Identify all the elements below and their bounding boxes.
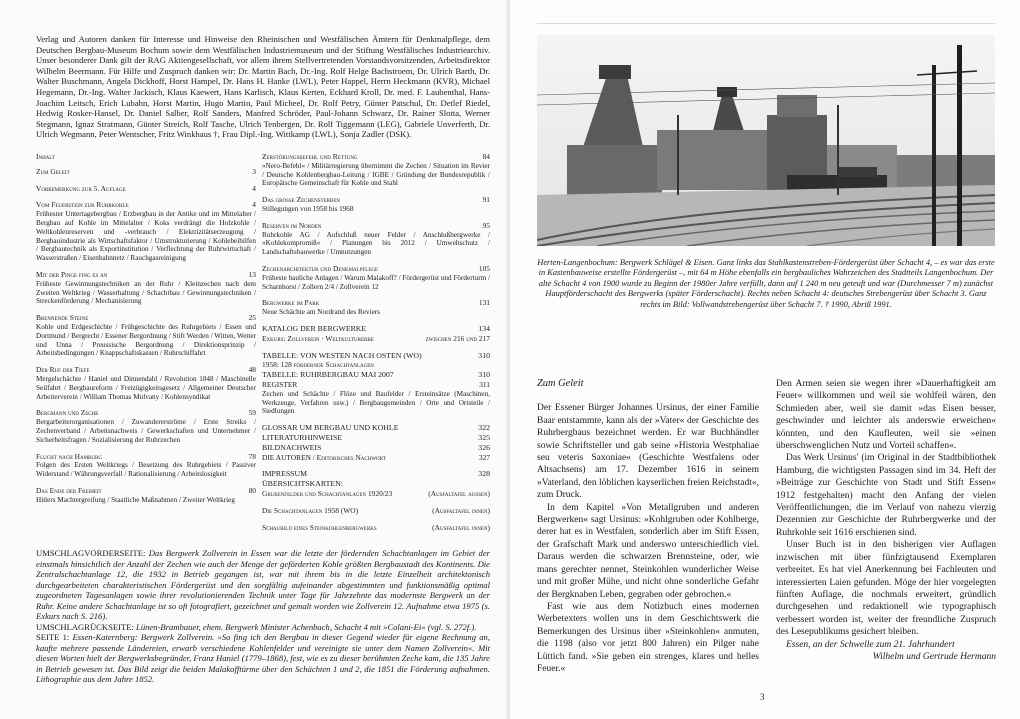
toc-entry-page: 310 <box>478 350 490 360</box>
toc-entry-title: Schaubild eines Steinkohlenbergwerks <box>262 522 377 532</box>
toc-entry <box>36 185 256 194</box>
toc-entry <box>36 314 256 358</box>
toc-entry-header <box>262 371 490 380</box>
cover-note-label: SEITE 1: <box>36 632 70 642</box>
toc-entry-page: 13 <box>248 269 256 279</box>
toc-entry <box>36 168 256 177</box>
toc-entry-description: Mergelschächte / Haniel und Dinnendahl / Revolution 1848 / Maschinelle Seilfahrt / Bergbaureform / Freizügigkeitsgesetz / Allgemeiner Deutscher Arbeiterverein / William Thomas Mulvany / Kohlensyndikat <box>36 374 256 401</box>
colliery-photo <box>537 35 995 246</box>
toc-entry-page: 105 <box>478 263 490 273</box>
toc-entry-header <box>262 480 490 489</box>
toc-entry-header <box>36 153 256 162</box>
toc-entry <box>262 434 490 443</box>
photo-caption: Herten-Langenbochum: Bergwerk Schlägel & Eisen. Ganz links das Stahlkastenstreben-Fördergerüst über Schacht 4, – es war das erste in Kastenbauweise erstellte Fördergerüst –, mit 64 m Höhe ebenfalls ein bergbauliches Wahrzeichen des Stadtteils Langenbochum. Der alte Schacht 4 von 1900 wurde zu Beginn der 1980er Jahre verfüllt, dann auf 1 240 m neu geteuft und war (Durchmesser 7 m) zunächst Hauptförderschacht des Bergwerks (später Förderschacht). Rechts neben Schacht 4: deutsches Strebengerüst über Schacht 3. Ganz rechts im Bild: Vollwandstrebengerüst über Schacht 7. † 1990, Abriß 1991. <box>537 258 995 309</box>
cover-note-text: Lünen-Brambauer, ehem. Bergwerk Minister Achenbach, Schacht 4 mit »Colani-Ei« (vgl. S. 272f.). <box>136 621 477 632</box>
toc-entry-header <box>262 352 490 361</box>
cover-note-text: Essen-Katernberg: Bergwerk Zollverein. »So fing ich den Bergbau in dieser Gegend wieder für eigene Rechnung an, kaufte mehrere passende Ländereien, erwarb verschiedene Kohlenfelder und vereinigte sie unter dem Namen Zollverein«. Mit diesen Worten hielt der Bergwerksbegründer, Franz Haniel (1779–1868), fest, wie es zu dieser berühmten Zeche kam, die 135 Jahre in Betrieb gewesen ist. Das Bild zeigt die beiden Malakofftürme über den Schächten 1 und 2, die 1851 die Förderung aufnahmen. Lithographie aus dem Jahre 1852. <box>36 632 490 684</box>
toc-entry <box>262 196 490 214</box>
toc-entry-title: Grubenfelder und Schachtanlagen 1920/23 <box>262 488 393 498</box>
toc-entry-page: 327 <box>478 452 490 462</box>
toc-entry-title: Flucht nach Hamburg <box>36 451 102 461</box>
toc-entry <box>262 325 490 334</box>
toc-entry-page: (Ausfaltafel innen) <box>432 522 490 532</box>
closing-line: Essen, an der Schwelle zum 21. Jahrhundert <box>786 639 955 650</box>
toc-entry <box>262 470 490 479</box>
toc-entry-title: 1958: 128 fördernde Schachtanlagen <box>262 360 374 370</box>
toc-entry-title: Brennende Steine <box>36 313 89 323</box>
cover-note <box>36 548 490 622</box>
toc-entry-page: 91 <box>482 195 490 205</box>
toc-entry-title: ÜBERSICHTSKARTEN: <box>262 479 343 489</box>
toc-entry-header <box>36 271 256 280</box>
toc-entry-page: 4 <box>252 183 256 193</box>
toc-entry-title: Das grosse Zechensterben <box>262 195 341 205</box>
toc-entry-header <box>36 201 256 210</box>
toc-entry <box>262 490 490 499</box>
toc-entry-page: 78 <box>248 451 256 461</box>
toc-entry-title: Inhalt <box>36 152 55 161</box>
page-number: 3 <box>760 692 765 702</box>
toc-entry-description: Ruhrkohle AG / Aufschluß neuer Felder / Anschlußbergwerke / »Kohlekompromiß« / Planungen bis 2012 / Umweltschutz / Landschaftsbauwerke / Umnutzungen <box>262 230 490 257</box>
toc-entry-title: Das Ende der Freiheit <box>36 485 102 495</box>
toc-entry-header <box>262 470 490 479</box>
cover-note <box>36 632 490 685</box>
toc-entry-header <box>36 314 256 323</box>
toc-entry <box>262 335 490 344</box>
toc-entry-title: Die Schachtanlagen 1958 (WO) <box>262 505 359 515</box>
toc-entry-header <box>262 153 490 162</box>
toc-entry-title: Mit der Pinge fing es an <box>36 269 108 279</box>
paragraph: In dem Kapitel »Von Metallgruben und anderen Bergwerken« sagt Ursinus: »Kohlgruben oder Kohlberge, derer hat es in Westfalen, sonderlich aber im Stift Essen, der Grafschaft Mark und anderswo unterschiedlich viel. Daraus werden die schwarzen Brennsteine, oder, wie mans gerechter nennet, Steinkohlen wunderlicher Weise und mit großer Mühe, und nicht ohne sonderliche Gefahr der Bergknaben Leben, gegraben oder gebrochen.« <box>537 502 759 600</box>
toc-entry <box>36 409 256 444</box>
toc-entry-description: Bergarbeiterorganisationen / Zuwandererströme / Erste Streiks / Zechenverband / Arbeitsnachweis / Gewerkschaften und Unternehmer / Sicherheitsfragen / Sozialisierung der Ruhrzechen <box>36 418 256 444</box>
toc-entry <box>36 366 256 401</box>
cover-note-label: UMSCHLAGRÜCKSEITE: <box>36 621 134 632</box>
toc-entry-header <box>262 196 490 205</box>
toc-entry-title: TABELLE: VON WESTEN NACH OSTEN (WO) <box>262 350 422 360</box>
toc-entry <box>36 487 256 505</box>
toc-entry <box>262 265 490 291</box>
toc-entry-header <box>262 434 490 443</box>
toc-entry-page: 25 <box>248 313 256 323</box>
toc-entry-description: Früheste Gewinnungstechniken an der Ruhr / Kleinzechen nach dem Zweiten Weltkrieg / Wasserhaltung / Schachtbau / Gewinnungstechniken / Streckenförderung / Mechanisierung <box>36 279 256 306</box>
toc-entry <box>262 424 490 433</box>
toc-entry-title: IMPRESSUM <box>262 469 308 479</box>
paragraph: Unser Buch ist in den bisherigen vier Auflagen inzwischen mit über fünfzigtausend Exemplaren verbreitet. Es hat viel Anerkennung bei Fachleuten und interessierten Laien gefunden. Möge der hier vorgelegten fünften Auflage, die nochmals erweitert, gründlich durchgesehen und redaktionell wie typographisch verbessert worden ist, weiter der freundliche Zuspruch des Lesepublikums gesichert bleiben. <box>776 540 996 638</box>
toc-entry-header <box>262 325 490 334</box>
toc-entry-header <box>36 366 256 375</box>
paragraph: Der Essener Bürger Johannes Ursinus, der einer Familie Baar entstammte, kann als der »Vater« der Geschichte des Ruhrbergbaus bezeichnet werden. Er war Buchhändler sowie Schriftsteller und gab seine »Historia Westphaliae seu veteris Saxoniae« (Geschichte Westfalens oder Altsachsens) am 17. Dezember 1616 in seinem »Vaterland, den löblichen kayserlichen freien Reichstadt«, zum Druck. <box>537 403 759 501</box>
toc-entry-page: 59 <box>248 408 256 418</box>
toc-entry <box>262 222 490 257</box>
toc-entry-page: 80 <box>248 485 256 495</box>
toc-entry-title: Bergmann und Zeche <box>36 408 99 418</box>
toc-entry-page: (Ausfaltafel außen) <box>428 488 490 498</box>
toc-entry-page: 4 <box>252 200 256 210</box>
toc-entry <box>36 153 256 162</box>
toc-entry-description: Kohle und Erdgeschichte / Frühgeschichte des Ruhrgebiets / Essen und Dortmund / Bergrecht / Essener Bergordnung / Stift Werden / Witten, Wetter und Unna / Preussische Bergordnung / Direktionsprinzip / Arbeitsbedingungen / Knappschaftskassen / Ruhrschiffahrt <box>36 322 256 358</box>
toc-entry-title: KATALOG DER BERGWERKE <box>262 323 367 333</box>
toc-entry-title: Zechenarchitektur und Denkmalpflege <box>262 263 379 273</box>
toc-entry-header <box>36 168 256 177</box>
toc-entry-title: BILDNACHWEIS <box>262 442 322 452</box>
header-rule <box>537 23 995 24</box>
toc-entry-page: 310 <box>478 370 490 380</box>
cover-note-label: UMSCHLAGVORDERSEITE: <box>36 548 146 558</box>
cover-notes <box>36 548 490 685</box>
toc-entry-page: 328 <box>478 469 490 479</box>
paragraph: Fast wie aus dem Notizbuch eines modernen Werbetexters wollen uns in dem Geschichtswerk die Bemerkungen des Ursinus über »Steinkohlen« anmuten, die 1198 (also vor jetzt 800 Jahren) ein Pilger nahe Lüttich fand. »Sie geben ein strenges, klares und helles Feuer.« <box>537 601 759 674</box>
toc-entry-description: Neue Schächte am Nordrand des Reviers <box>262 308 380 317</box>
toc-entry-description: Hitlers Machtergreifung / Staatliche Maßnahmen / Zweiter Weltkrieg <box>36 495 235 504</box>
toc-entry <box>262 352 490 361</box>
toc-entry-page: 311 <box>479 379 490 389</box>
toc-entry-title: Bergwerke im Park <box>262 298 320 308</box>
toc-entry-header <box>262 222 490 231</box>
toc-entry-header <box>262 507 490 516</box>
toc-entry-description: Folgen des Ersten Weltkriegs / Besetzung des Ruhrgebiets / Passiver Widerstand / Währungsverfall / Rationalisierung / Arbeitslosigkeit <box>36 461 256 479</box>
toc-entry-title: REGISTER <box>262 379 298 389</box>
toc-entry-page: 325 <box>478 432 490 442</box>
toc-entry-header <box>36 487 256 496</box>
foreword-column-1 <box>537 378 759 675</box>
toc-entry-description: Zechen und Schächte / Flöze und Baufelder / Ersteinsätze (Maschinen, Werkzeuge, Verfahren usw.) / Bergbaugemeinden / Orte und Ortsteile / Siedlungen <box>262 389 490 416</box>
toc-entry-header <box>262 490 490 499</box>
toc-entry <box>262 361 490 370</box>
toc-entry <box>262 507 490 516</box>
toc-entry-title: Zerstörungsbefehl und Rettung <box>262 152 358 161</box>
toc-entry-description: Früheste bauliche Anlagen / Warum Malakoff? / Fördergerüst und Förderturm / Scharnhorst / Zollern 2/4 / Zollverein 12 <box>262 273 490 291</box>
toc-entry-title: Zum Geleit <box>36 166 70 176</box>
signature: Wilhelm und Gertrude Hermann <box>872 651 996 662</box>
toc-entry <box>36 201 256 263</box>
toc-entry-header <box>262 424 490 433</box>
toc-entry-description: Stillegungen von 1958 bis 1968 <box>262 204 354 213</box>
toc-entry-page: 3 <box>252 166 256 176</box>
toc-entry-title: GLOSSAR UM BERGBAU UND KOHLE <box>262 423 399 433</box>
toc-entry-page: 95 <box>482 220 490 230</box>
toc-entry <box>262 480 490 489</box>
toc-entry <box>36 453 256 479</box>
acknowledgements: Verlag und Autoren danken für Interesse und Hinweise den Rheinischen und Westfälischen Ämtern für Denkmalpflege, dem Deutschen Bergbau-Museum Bochum sowie dem Westfälischen Industriemuseum und der Stiftung Westfälisches Industriearchiv. Unser besonderer Dank gilt der RAG Aktiengesellschaft, vor allem ihrem Stellvertretenden Vorstandsvorsitzenden, Arbeitsdirektor Wilhelm Beermann. Für Hilfe und Zuspruch danken wir: Dr. Martin Bach, Dr.-Ing. Rolf Helge Bachstroem, Dr. Ulrich Barth, Dr. Walter Buschmann, Angela Dickhoff, Horst Hampel, Dr. Hans H. Hanke (LWL), Peter Happel, Herrn Heckmann (KVR), Michael Hegemann, Dr.-Ing. Walter Jackisch, Klaus Kaewert, Hans Karlisch, Klaus Kerten, Eckhard Kroll, Dr. med. F. Laubenthal, Hans-Joachim Leitsch, Erich Lubahn, Horst Martin, Hugo Martin, Paul Micheel, Dr. Rolf Petry, Günter Patschul, Dr. Detlef Riedel, Hedwig Rosker-Hansel, Dr. Daniel Salber, Rolf Sanders, Manfred Schröder, Paul-Johann Schwarz, Dr. Rainer Slotta, Werner Stegmann, Ignaz Stratmann, Günter Streich, Rolf Tasche, Ulrich Tenbergen, Dr. Rolf Tiggemann (LEG), Gabriele Unverferth, Dr. Ulrich Wegmann, Peter Wentscher, Fritz Winkhaus †, Frau Dipl.-Ing. Wittkamp (LWL), Sonja Zadler (DSK). <box>36 34 490 140</box>
toc-entry-header <box>262 454 490 463</box>
cover-note <box>36 622 490 633</box>
toc-entry <box>36 271 256 306</box>
toc-entry-title: DIE AUTOREN / Editorisches Nachwort <box>262 452 386 462</box>
toc-entry-page: 131 <box>478 298 490 308</box>
toc-entry-page: 84 <box>482 152 490 161</box>
toc-entry-description: »Nero-Befehl« / Militärregierung übernimmt die Zechen / Situation im Revier / Deutsche Kohlenbergbau-Leitung / IGBE / Gründung der Bundesrepublik / Europäische Gemeinschaft für Kohle und Stahl <box>262 161 490 188</box>
toc-entry-page: 134 <box>478 323 490 333</box>
toc-entry <box>262 371 490 380</box>
paragraph: Das Werk Ursinus' (im Original in der Stadtbibliothek Hamburg, die wichtigsten Passagen sind im 34. Heft der »Beiträge zur Geschichte von Stadt und Stift Essen« 1912 festgehalten) macht den Anfang der vielen Veröffentlichungen, die im Verlauf von nahezu vierzig Dezennien zur Geschichte der Ruhrbergwerke und der Ruhrkohle seit 1616 erschienen sind. <box>776 453 996 538</box>
toc-entry-header <box>262 381 490 390</box>
toc-entry-page: 322 <box>478 423 490 433</box>
toc-entry-header <box>262 265 490 274</box>
toc-entry-header <box>262 524 490 533</box>
toc-entry-header <box>262 299 490 308</box>
toc-entry-page: 326 <box>478 442 490 452</box>
toc-entry <box>262 454 490 463</box>
toc-entry-page: (Ausfaltafel innen) <box>432 505 490 515</box>
foreword-heading: Zum Geleit <box>537 378 584 389</box>
toc-right-column <box>262 153 490 540</box>
cover-note-text: Das Bergwerk Zollverein in Essen war die letzte der fördernden Schachtanlagen im Gebiet der einstmals hinsichtlich der Anzahl der Zechen wie auch der Menge der geförderten Kohle größten Bergbaustadt des Kontinents. Die Zentralschachtanlage 12, die 1932 in Betrieb gegangen ist, war mit ihrem bis in die letzte Einzelheit architektonisch durchgearbeiteten charakteristischen Fördergerüst und den sorgfältig aufeinander abgestimmten und funktionsmäßig optimal zugeordneten Tagesanlagen sowie ihrer revolutionierenden Technik unter Tage für Jahrzehnte das modernste Bergwerk an der Ruhr. Keine andere Schachtanlage ist so oft fotografiert, gezeichnet und gemalt worden wie Zollverein 12. Aufnahme etwa 1975 (s. Exkurs nach S. 216). <box>36 548 490 621</box>
toc-entry <box>262 299 490 317</box>
toc-entry <box>262 153 490 188</box>
toc-entry-description: Frühester Untertagebergbau / Erzbergbau in der Antike und im Mittelalter / Bergbau auf Kohle im Mittelalter / Koks verdrängt die Holzkohle / Weltkohlenreserven und -verbrauch / Elektrizitätserzeugung / Bergbauindustrie als Wirtschaftsfaktor / Umstrukturierung / Kohlebeihilfen / Bergbautechnik als Exportinstitution / Verflechtung der Ruhrwirtschaft / Wasserstraßen / Eisenbahnnetz / Rauchgasreinigung <box>36 210 256 263</box>
toc-entry-header <box>36 453 256 462</box>
toc-entry-title: Reserven im Norden <box>262 220 322 230</box>
toc-entry-header <box>36 409 256 418</box>
toc-entry <box>262 444 490 453</box>
toc-entry-page: zwischen 216 und 217 <box>425 333 490 343</box>
toc-entry-title: Vorbemerkung zur 5. Auflage <box>36 183 126 193</box>
toc-left-column <box>36 153 256 513</box>
toc-entry <box>262 524 490 533</box>
toc-entry-title: Vom Feuerstein zur Ruhrkohle <box>36 200 129 210</box>
paragraph: Den Armen seien sie wegen ihrer »Dauerhaftigkeit am Feuer« willkommen und weil sie wohlfeil wären, den Schmieden aber, weil sie damit »das Eisen besser, geschwinder und leichter als anderswie erweichen« könnten, und den Kaufleuten, weil sie »einen überschwenglichen Nutz und Vorteil schaffen«. <box>776 379 996 452</box>
toc-entry-title: TABELLE: RUHRBERGBAU MAI 2007 <box>262 370 394 380</box>
toc-entry-title: Der Ruf der Tiefe <box>36 365 90 375</box>
toc-entry-header <box>262 335 490 344</box>
toc-entry-page: 48 <box>248 365 256 375</box>
toc-entry-header <box>36 185 256 194</box>
toc-entry-header <box>262 444 490 453</box>
toc-entry-title: Exkurs: Zollverein · Weltkulturerbe <box>262 333 374 343</box>
toc-entry <box>262 381 490 416</box>
toc-entry-title: LITERATURHINWEISE <box>262 432 343 442</box>
toc-entry-header <box>262 361 490 370</box>
foreword-column-2 <box>776 378 996 663</box>
